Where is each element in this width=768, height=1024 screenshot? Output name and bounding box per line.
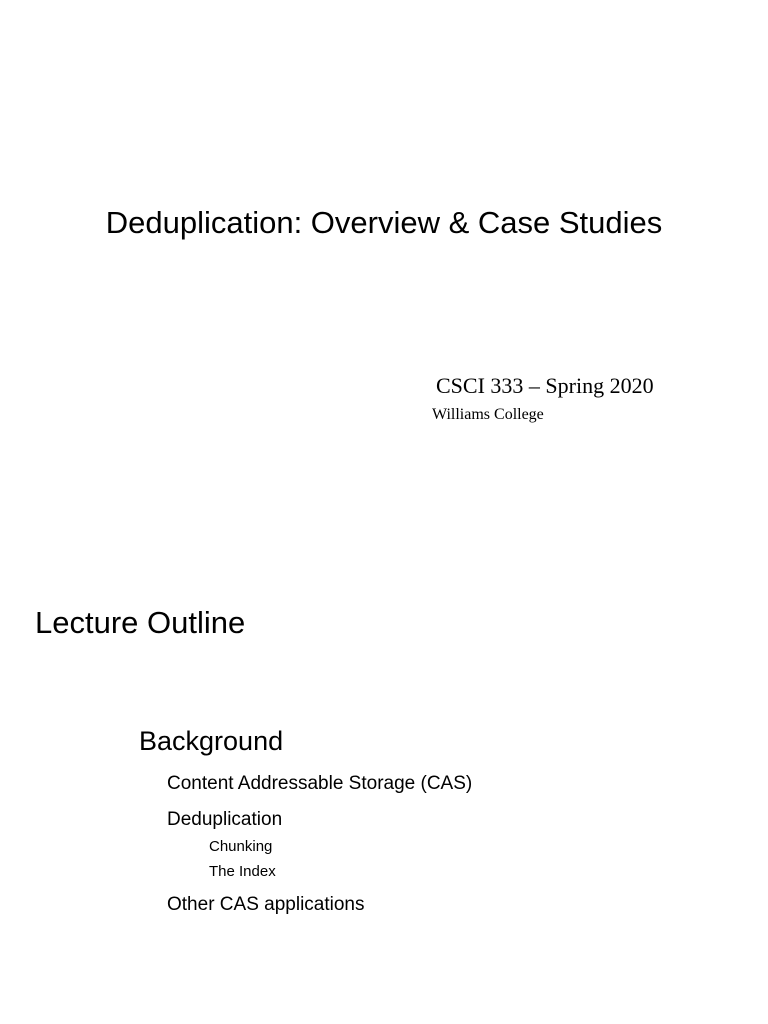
outline-item-deduplication: Deduplication [167, 809, 283, 830]
outline-item-cas: Content Addressable Storage (CAS) [167, 773, 473, 794]
outline-item-index: The Index [209, 863, 276, 880]
outline-item-chunking: Chunking [209, 838, 273, 855]
outline-item-background: Background [139, 726, 284, 756]
outline-item-other-cas: Other CAS applications [167, 894, 365, 915]
page-title: Deduplication: Overview & Case Studies [105, 205, 663, 240]
outline-title: Lecture Outline [35, 605, 246, 640]
course-label: CSCI 333 – Spring 2020 [436, 373, 654, 398]
school-label: Williams College [432, 406, 544, 423]
